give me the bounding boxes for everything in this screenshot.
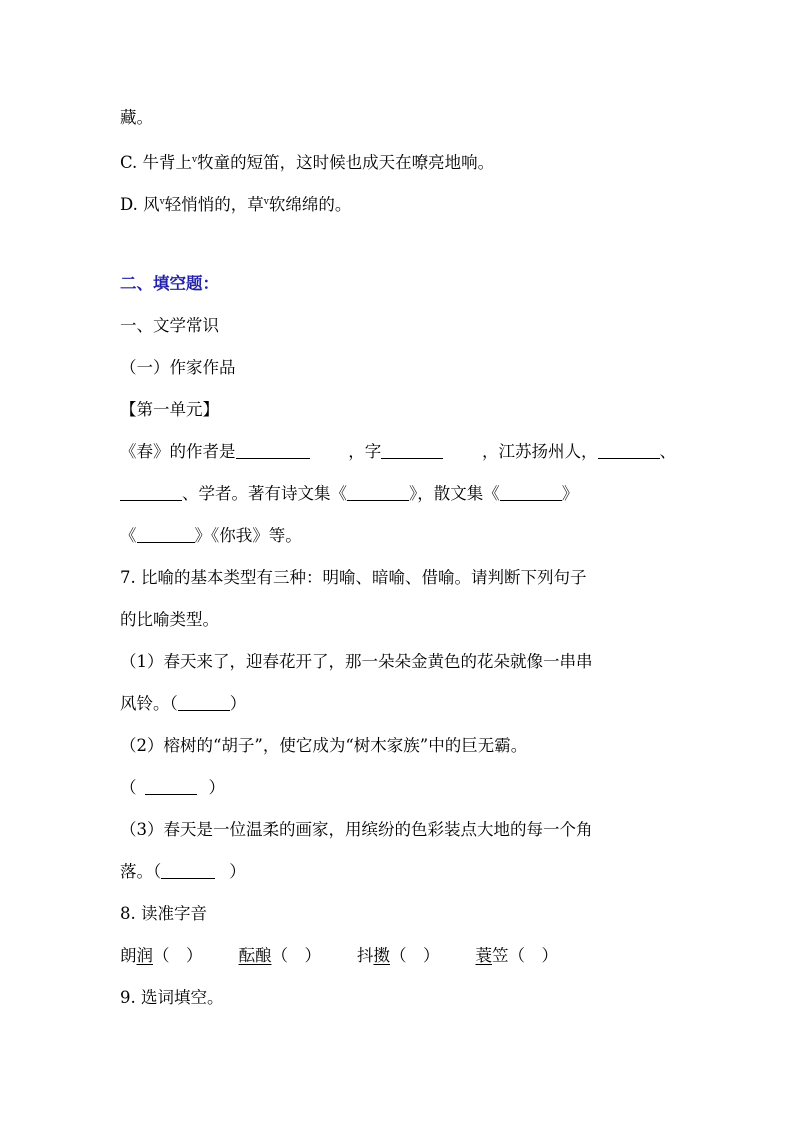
text-fragment: 》	[561, 484, 579, 503]
text-line	[120, 106, 680, 130]
subheading	[120, 356, 680, 380]
pinyin-item	[239, 946, 322, 965]
answer-blank[interactable]	[145, 778, 197, 795]
pause-mark: v	[192, 155, 198, 165]
pause-mark: v	[263, 197, 269, 207]
underlined-char: 酝酿	[238, 946, 272, 965]
answer-parens[interactable]: （ ）	[390, 946, 440, 965]
question-7-cont	[120, 608, 680, 632]
text-fragment: （	[120, 778, 137, 797]
answer-blank[interactable]	[178, 694, 230, 711]
text-fragment: ，字	[348, 442, 382, 461]
underlined-char: 蓑	[475, 946, 492, 965]
subheading	[120, 314, 680, 338]
answer-blank[interactable]	[347, 484, 409, 501]
text-fragment: 风铃。（	[120, 694, 178, 713]
answer-parens[interactable]: （ ）	[153, 946, 203, 965]
text-fragment: ）	[229, 862, 246, 881]
question-7-item-2	[120, 734, 680, 758]
text-fragment: ）	[208, 778, 225, 797]
text-fragment: 》，散文集《	[409, 484, 500, 503]
question-text: 的比喻类型。	[120, 610, 219, 629]
underlined-char: 擞	[373, 946, 390, 965]
text-fragment: D. 风	[120, 195, 160, 214]
text-fragment: 、	[659, 442, 676, 461]
text-fragment: 藏。	[120, 108, 153, 127]
text-fragment: 轻悄悄的，草	[164, 195, 264, 214]
text-fragment: ，江苏扬州人，	[482, 442, 598, 461]
text-fragment: 、学者。著有诗文集《	[182, 484, 347, 503]
text-fragment: 《	[120, 526, 137, 545]
pinyin-item: 抖擞（ ）	[357, 946, 440, 965]
question-text: 8. 读准字音	[120, 904, 207, 923]
answer-blank[interactable]	[381, 442, 443, 459]
text-fragment: 【第一单元】	[120, 400, 219, 419]
pinyin-row	[120, 944, 680, 968]
section-heading	[120, 272, 680, 296]
question-text: （3）春天是一位温柔的画家，用缤纷的色彩装点大地的每一个角	[120, 820, 593, 839]
question-text: （2）榕树的“胡子”，使它成为“树木家族”中的巨无霸。	[120, 736, 528, 755]
fill-in-line	[120, 482, 676, 506]
question-text: 7. 比喻的基本类型有三种：明喻、暗喻、借喻。请判断下列句子	[120, 568, 587, 587]
question-8	[120, 902, 680, 926]
question-7-item-2-answer	[120, 776, 680, 800]
pinyin-item: 蓑笠（ ）	[475, 946, 558, 965]
question-text: 9. 选词填空。	[120, 988, 224, 1007]
text-fragment: 软绵绵的。	[268, 195, 352, 214]
question-7-item-3-answer	[120, 860, 680, 884]
option-c	[120, 148, 680, 175]
option-d	[120, 190, 680, 217]
text-fragment: 落。（	[120, 862, 162, 881]
fill-in-line	[120, 440, 676, 464]
section-title: 二、填空题：	[120, 274, 219, 293]
text-fragment: C. 牛背上	[120, 153, 193, 172]
question-7-item-1-answer	[120, 692, 680, 716]
answer-blank[interactable]	[161, 862, 215, 879]
answer-parens[interactable]: （ ）	[271, 946, 321, 965]
text-fragment: 》《你我》等。	[194, 526, 302, 545]
answer-blank[interactable]	[500, 484, 562, 501]
text-fragment: ）	[229, 694, 247, 713]
question-7-item-3	[120, 818, 680, 842]
unit-heading	[120, 398, 680, 422]
answer-parens[interactable]: （ ）	[508, 946, 558, 965]
answer-blank[interactable]	[236, 442, 310, 459]
text-fragment: 一、文学常识	[120, 316, 219, 335]
text-fragment: （一）作家作品	[120, 358, 236, 377]
question-7	[120, 566, 680, 590]
answer-blank[interactable]	[137, 526, 195, 543]
pinyin-item: 朗润（ ）	[120, 946, 203, 965]
question-text: （1）春天来了，迎春花开了，那一朵朵金黄色的花朵就像一串串	[120, 652, 593, 671]
text-fragment: 牧童的短笛，这时候也成天在嘹亮地响。	[197, 153, 495, 172]
answer-blank[interactable]	[120, 484, 182, 501]
pause-mark: v	[159, 197, 165, 207]
answer-blank[interactable]	[598, 442, 660, 459]
question-9	[120, 986, 680, 1010]
fill-in-line	[120, 524, 680, 548]
text-fragment: 《春》的作者是	[120, 442, 236, 461]
underlined-char: 润	[136, 946, 153, 965]
question-7-item-1	[120, 650, 680, 674]
